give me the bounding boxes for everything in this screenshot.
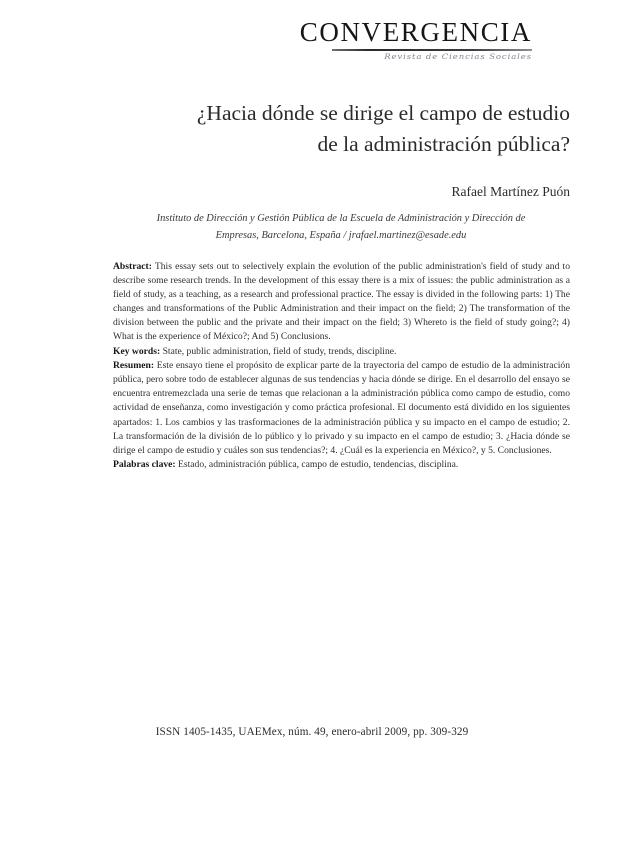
resumen-label: Resumen: xyxy=(113,360,155,372)
affiliation-line-2: Empresas, Barcelona, España / jrafael.martinez@esade.edu xyxy=(215,229,467,241)
palabras-clave-label: Palabras clave: xyxy=(113,459,176,471)
keywords-label: Key words: xyxy=(113,345,161,357)
keywords-text: State, public administration, field of study, trends, discipline. xyxy=(160,345,397,357)
journal-masthead xyxy=(0,18,624,62)
journal-name: CONVERGENCIA xyxy=(299,17,532,47)
footer-citation: ISSN 1405-1435, UAEMex, núm. 49, enero-abril 2009, pp. 309-329 xyxy=(155,726,469,738)
article-author: Rafael Martínez Puón xyxy=(451,184,570,199)
palabras-clave-text: Estado, administración pública, campo de estudio, tendencias, disciplina. xyxy=(175,459,459,471)
abstract-label: Abstract: xyxy=(113,261,152,272)
author-affiliation xyxy=(112,211,570,245)
abstract-text: This essay sets out to selectively explain the evolution of the public administration's field of study and to describe some research trends. In the development of this essay there is a mix of issues: the public administration as a field of study, as a teaching, as a research and professional practice. The essay is divided in the following parts: 1) The changes and transformations of the Public Administration and their impact on the field; 2) The transformation of the division between the public and the private and their impact on the field; 3) Whereto is the field of study going?; 4) What is the experience of México?; And 5) Conclusions. xyxy=(113,261,570,343)
article-title-line-2: de la administración pública? xyxy=(317,131,570,156)
keywords-paragraph xyxy=(113,345,570,359)
article-title-line-1: ¿Hacia dónde se dirige el campo de estudio xyxy=(196,101,570,125)
masthead-divider xyxy=(332,49,532,51)
palabras-clave-paragraph xyxy=(113,458,570,472)
resumen-paragraph xyxy=(113,359,570,457)
abstract-section xyxy=(113,260,570,473)
abstract-paragraph xyxy=(113,260,570,344)
resumen-text: Este ensayo tiene el propósito de explicar parte de la trayectoria del campo de estudio de la administración pública, pero sobre todo de establecer algunas de sus tendencias y hacia dónde se dirige. En el desarrollo del ensayo se encuentra entremezclada una serie de temas que relacionan a la administración pública como campo de estudio, como actividad de enseñanza, como investigación y como práctica profesional. El documento está dividido en los siguientes apartados: 1. Los cambios y las trasformaciones de la administración pública y su impacto en el campo de estudio; 2. La transformación de la división de lo público y lo privado y su impacto en el campo de estudio; 3. ¿Hacia dónde se dirige el campo de estudio y cuáles son sus tendencias?; 4. ¿Cuál es la experiencia en México?, y 5. Conclusiones. xyxy=(113,360,570,456)
page-title xyxy=(112,98,570,159)
journal-subtitle: Revista de Ciencias Sociales xyxy=(384,52,532,62)
affiliation-line-1: Instituto de Dirección y Gestión Pública de la Escuela de Administración y Dirección de xyxy=(156,213,526,224)
